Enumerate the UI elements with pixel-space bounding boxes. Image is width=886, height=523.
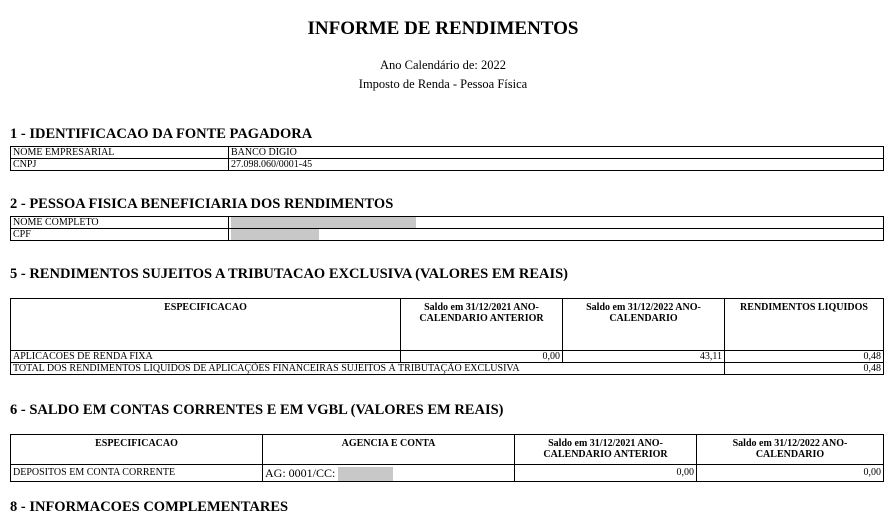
full-name-label: NOME COMPLETO (11, 217, 229, 229)
table-row (11, 147, 884, 159)
table-row (11, 363, 884, 375)
section-5-title: 5 - RENDIMENTOS SUJEITOS A TRIBUTACAO EXCLUSIVA (VALORES EM REAIS) (10, 266, 568, 282)
table-row (11, 159, 884, 171)
full-name-value (229, 217, 884, 229)
checking-balance-2021: 0,00 (515, 465, 697, 482)
table-header-row (11, 435, 884, 465)
table-header-row (11, 299, 884, 351)
cpf-label: CPF (11, 229, 229, 241)
total-net-income-label: TOTAL DOS RENDIMENTOS LÍQUIDOS DE APLICAÇÕES FINANCEIRAS SUJEITOS À TRIBUTAÇÃO EXCLUSIVA (11, 363, 725, 375)
redacted-account-block (338, 467, 393, 481)
document-title: INFORME DE RENDIMENTOS (307, 18, 579, 39)
beneficiary-table (10, 216, 884, 241)
total-net-income-value: 0,48 (725, 363, 884, 375)
checking-balance-2022: 0,00 (697, 465, 884, 482)
redacted-name-block (231, 217, 416, 228)
table-row (11, 217, 884, 229)
col-header-spec: ESPECIFICACAO (11, 435, 263, 465)
cnpj-value: 27.098.060/0001-45 (229, 159, 884, 171)
section-8-title: 8 - INFORMACOES COMPLEMENTARES (10, 499, 289, 515)
tax-type-line: Imposto de Renda - Pessoa Física (358, 77, 528, 91)
payer-table (10, 146, 884, 171)
fixed-income-net: 0,48 (725, 351, 884, 363)
exclusive-income-table (10, 298, 884, 375)
col-header-spec: ESPECIFICACAO (11, 299, 401, 351)
col-header-balance-2022: Saldo em 31/12/2022 ANO-CALENDARIO (563, 299, 725, 351)
table-row (11, 351, 884, 363)
company-name-label: NOME EMPRESARIAL (11, 147, 229, 159)
table-row (11, 229, 884, 241)
calendar-year-line: Ano Calendário de: 2022 (379, 58, 506, 72)
section-1-title: 1 - IDENTIFICACAO DA FONTE PAGADORA (10, 126, 313, 142)
company-name-value: BANCO DIGIO (229, 147, 884, 159)
checking-deposit-label: DEPOSITOS EM CONTA CORRENTE (11, 465, 263, 482)
fixed-income-balance-2022: 43,11 (563, 351, 725, 363)
col-header-net-income: RENDIMENTOS LIQUIDOS (725, 299, 884, 351)
section-2-title: 2 - PESSOA FISICA BENEFICIARIA DOS RENDIMENTOS (10, 196, 394, 212)
section-6-title: 6 - SALDO EM CONTAS CORRENTES E EM VGBL (VALORES EM REAIS) (10, 402, 504, 418)
cpf-value (229, 229, 884, 241)
cnpj-label: CNPJ (11, 159, 229, 171)
fixed-income-label: APLICACOES DE RENDA FIXA (11, 351, 401, 363)
col-header-balance-2022: Saldo em 31/12/2022 ANO-CALENDARIO (697, 435, 884, 465)
checking-accounts-table (10, 434, 884, 482)
col-header-agency-account: AGENCIA E CONTA (263, 435, 515, 465)
col-header-balance-2021: Saldo em 31/12/2021 ANO-CALENDARIO ANTERIOR (515, 435, 697, 465)
fixed-income-balance-2021: 0,00 (401, 351, 563, 363)
col-header-balance-2021: Saldo em 31/12/2021 ANO-CALENDARIO ANTERIOR (401, 299, 563, 351)
agency-account-prefix: AG: 0001/CC: (265, 466, 336, 480)
agency-account-value (263, 465, 515, 482)
redacted-cpf-block (231, 229, 319, 240)
table-row (11, 465, 884, 482)
